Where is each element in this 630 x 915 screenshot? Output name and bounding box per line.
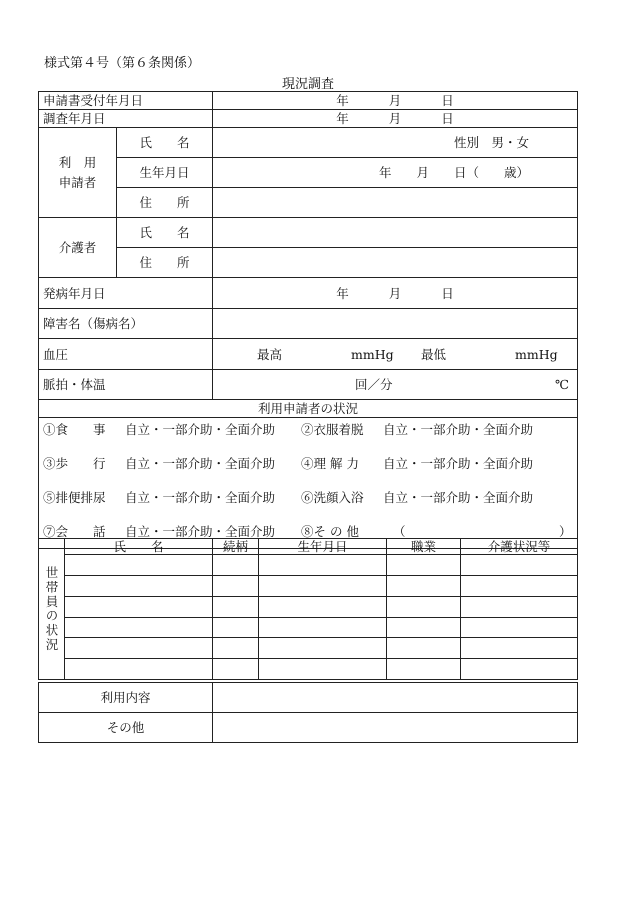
table-row — [39, 555, 578, 576]
disability-name-label: 障害名（傷病名） — [39, 309, 213, 339]
application-date-field[interactable]: 年 月 日 — [213, 92, 578, 110]
applicant-birthdate-label: 生年月日 — [117, 158, 213, 188]
other-label: その他 — [39, 713, 213, 743]
applicant-address-field[interactable] — [213, 188, 578, 218]
onset-date-field[interactable]: 年 月 日 — [213, 278, 578, 309]
survey-date-label: 調査年月日 — [39, 110, 213, 128]
household-col-name: 氏 名 — [65, 539, 213, 555]
caregiver-name-label: 氏 名 — [117, 218, 213, 248]
applicant-name-label: 氏 名 — [117, 128, 213, 158]
status-label: ⑦会 話 — [43, 524, 106, 539]
household-table — [38, 538, 578, 680]
status-label: ③歩 行 — [43, 456, 106, 471]
status-label: ①食 事 — [43, 422, 106, 437]
status-label: ⑥洗顔入浴 — [301, 490, 364, 505]
table-row — [39, 576, 578, 597]
form-reference: 様式第４号（第６条関係） — [44, 56, 201, 71]
household-col-occupation: 職業 — [387, 539, 461, 555]
blood-pressure-field[interactable]: 最高 mmHg 最低 mmHg — [213, 339, 578, 370]
status-options[interactable]: 自立・一部介助・全面介助 — [125, 524, 276, 539]
table-row — [39, 597, 578, 618]
usage-content-label: 利用内容 — [39, 683, 213, 713]
application-date-label: 申請書受付年月日 — [39, 92, 213, 110]
status-row-2 — [43, 454, 573, 488]
other-field[interactable] — [213, 713, 578, 743]
applicant-address-label: 住 所 — [117, 188, 213, 218]
table-row — [39, 638, 578, 659]
blood-pressure-label: 血圧 — [39, 339, 213, 370]
status-options[interactable]: 自立・一部介助・全面介助 — [383, 456, 534, 471]
status-section — [38, 399, 578, 549]
applicant-group-label: 利 用 申請者 — [39, 128, 117, 218]
household-side-label: 世帯員の状況 — [39, 539, 65, 680]
gender-selector[interactable]: 性別 男・女 — [453, 135, 529, 150]
household-col-birthdate: 生年月日 — [259, 539, 387, 555]
status-options[interactable]: 自立・一部介助・全面介助 — [125, 422, 276, 437]
status-items — [39, 418, 578, 549]
survey-date-field[interactable]: 年 月 日 — [213, 110, 578, 128]
status-label: ④理 解 力 — [301, 456, 359, 471]
caregiver-address-label: 住 所 — [117, 248, 213, 278]
form-title: 現況調査 — [281, 77, 334, 92]
usage-content-field[interactable] — [213, 683, 578, 713]
applicant-name-field[interactable] — [213, 128, 578, 158]
pulse-temp-field[interactable]: 回／分 ℃ — [213, 370, 578, 400]
status-label: ⑧そ の 他 — [301, 524, 359, 539]
pulse-temp-label: 脈拍・体温 — [39, 370, 213, 400]
status-label: ②衣服着脱 — [301, 422, 364, 437]
other-close-paren: ） — [559, 524, 572, 539]
household-col-relation: 続柄 — [213, 539, 259, 555]
status-row-3 — [43, 488, 573, 522]
status-options[interactable]: 自立・一部介助・全面介助 — [383, 490, 534, 505]
applicant-birthdate-field[interactable]: 年 月 日（ 歳） — [213, 158, 578, 188]
status-options[interactable]: 自立・一部介助・全面介助 — [383, 422, 534, 437]
table-row — [39, 618, 578, 638]
usage-table — [38, 682, 578, 743]
survey-table — [38, 91, 578, 400]
status-section-title: 利用申請者の状況 — [39, 400, 578, 418]
table-row — [39, 659, 578, 680]
caregiver-address-field[interactable] — [213, 248, 578, 278]
caregiver-name-field[interactable] — [213, 218, 578, 248]
status-options[interactable]: 自立・一部介助・全面介助 — [125, 456, 276, 471]
other-open-paren[interactable]: （ — [393, 524, 406, 539]
onset-date-label: 発病年月日 — [39, 278, 213, 309]
caregiver-group-label: 介護者 — [39, 218, 117, 278]
status-label: ⑤排便排尿 — [43, 490, 106, 505]
household-col-care-status: 介護状況等 — [461, 539, 578, 555]
status-options[interactable]: 自立・一部介助・全面介助 — [125, 490, 276, 505]
disability-name-field[interactable] — [213, 309, 578, 339]
status-row-1 — [43, 420, 573, 454]
